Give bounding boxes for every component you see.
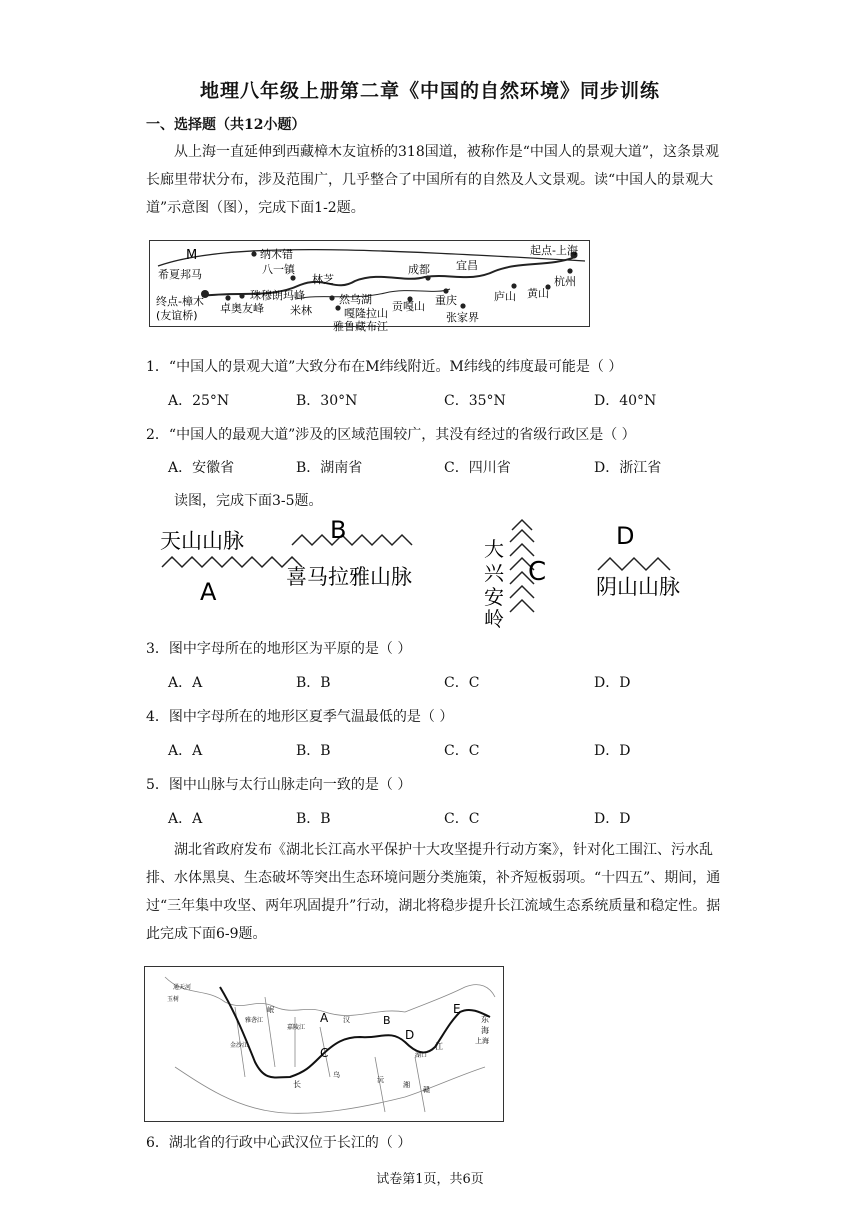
label-xixiabangma: 希夏邦马 bbox=[158, 268, 202, 281]
question-4: 4．图中字母所在的地形区夏季气温最低的是（ ） bbox=[146, 709, 454, 725]
q4-option-b[interactable]: B．B bbox=[296, 743, 331, 759]
label-start-shanghai: 起点-上海 bbox=[530, 244, 578, 257]
map3-label-d: D bbox=[405, 1028, 415, 1042]
q5-option-d[interactable]: D．D bbox=[594, 811, 631, 827]
label-dxal-3: 安 bbox=[484, 585, 504, 609]
map3-label-jiang: 江 bbox=[435, 1042, 443, 1051]
q3-option-b[interactable]: B．B bbox=[296, 675, 331, 691]
question-1: 1．“中国人的景观大道”大致分布在M纬线附近。M纬线的纬度最可能是（ ） bbox=[146, 359, 623, 375]
map3-label-jialing: 嘉陵江 bbox=[287, 1024, 306, 1031]
q1-option-d[interactable]: D．40°N bbox=[594, 393, 657, 409]
label-chongqing: 重庆 bbox=[435, 294, 457, 307]
question-2: 2．“中国人的最观大道”涉及的区域范围较广，其没有经过的省级行政区是（ ） bbox=[146, 427, 636, 443]
label-yinshan: 阴山山脉 bbox=[596, 575, 680, 599]
latitude-m-label: M bbox=[186, 248, 198, 263]
q5-option-a[interactable]: A．A bbox=[168, 811, 203, 827]
q2-option-c[interactable]: C．四川省 bbox=[444, 460, 511, 476]
q1-option-c[interactable]: C．35°N bbox=[444, 393, 506, 409]
question-3: 3．图中字母所在的地形区为平原的是（ ） bbox=[146, 641, 412, 657]
q3-option-d[interactable]: D．D bbox=[594, 675, 631, 691]
map3-label-tongtian: 通天河 bbox=[173, 984, 192, 991]
label-huangshan: 黄山 bbox=[527, 287, 549, 300]
map3-label-yushu: 玉树 bbox=[167, 996, 180, 1003]
label-bayi: 八一镇 bbox=[262, 263, 295, 276]
label-qomolangma: 珠穆朗玛峰 bbox=[250, 289, 305, 302]
label-zhangjiajie: 张家界 bbox=[446, 311, 479, 324]
label-namtso: 纳木错 bbox=[260, 248, 293, 261]
label-himalaya: 喜马拉雅山脉 bbox=[286, 565, 412, 589]
label-chengdu: 成都 bbox=[408, 263, 430, 276]
map3-label-xiang: 湘 bbox=[403, 1081, 410, 1089]
map3-label-jinsha: 金沙江 bbox=[230, 1042, 249, 1049]
label-letter-a: A bbox=[200, 578, 217, 606]
q2-option-a[interactable]: A．安徽省 bbox=[168, 460, 235, 476]
question-5: 5．图中山脉与太行山脉走向一致的是（ ） bbox=[146, 777, 412, 793]
map3-label-wu: 乌 bbox=[333, 1071, 340, 1079]
q2-option-d[interactable]: D．浙江省 bbox=[594, 460, 662, 476]
map3-label-dong: 东 bbox=[481, 1015, 489, 1024]
question-6: 6．湖北省的行政中心武汉位于长江的（ ） bbox=[146, 1135, 412, 1151]
mountain-ranges-figure bbox=[150, 510, 710, 630]
label-tianshan: 天山山脉 bbox=[160, 529, 244, 553]
intro-paragraph-3: 湖北省政府发布《湖北长江高水平保护十大攻坚提升行动方案》，针对化工围江、污水乱排、水体黑臭、生态破坏等突出生态环境问题分类施策，补齐短板弱项。“十四五”、期间，通过“三年集中攻坚、两年巩固提升”行动，湖北将稳步提升长江流域生态系统质量和稳定性。据此完成下面6-9题。 bbox=[146, 842, 721, 942]
label-milin: 米林 bbox=[290, 304, 312, 317]
q3-option-c[interactable]: C．C bbox=[444, 675, 480, 691]
map3-label-yalong: 雅砻江 bbox=[245, 1017, 264, 1024]
map3-label-han: 汉 bbox=[343, 1016, 350, 1024]
q4-option-c[interactable]: C．C bbox=[444, 743, 480, 759]
map3-label-b: B bbox=[383, 1014, 391, 1027]
label-ranwu-lake: 然乌湖 bbox=[339, 293, 372, 306]
label-linzhi: 林芝 bbox=[312, 273, 334, 286]
q5-option-b[interactable]: B．B bbox=[296, 811, 331, 827]
label-cho-oyu: 卓奥友峰 bbox=[220, 302, 264, 315]
q5-option-c[interactable]: C．C bbox=[444, 811, 480, 827]
label-friendship-bridge: (友谊桥) bbox=[156, 309, 198, 322]
map3-label-min: 岷 bbox=[267, 1006, 274, 1014]
label-letter-b: B bbox=[330, 516, 347, 544]
label-hangzhou: 杭州 bbox=[554, 275, 576, 288]
label-dxal-2: 兴 bbox=[484, 561, 504, 585]
label-dxal-4: 岭 bbox=[484, 607, 504, 631]
label-yarlung-zangbo: 雅鲁藏布江 bbox=[333, 320, 388, 333]
label-letter-c: C bbox=[528, 557, 547, 587]
yangtze-basin-map bbox=[144, 966, 504, 1122]
label-end-zhangmu: 终点-樟木 bbox=[156, 295, 204, 308]
map3-label-a: A bbox=[320, 1011, 329, 1025]
q1-option-b[interactable]: B．30°N bbox=[296, 393, 358, 409]
scenic-road-map bbox=[149, 240, 590, 333]
label-letter-d: D bbox=[616, 522, 635, 550]
label-lushan: 庐山 bbox=[494, 290, 516, 303]
section-heading: 一、选择题（共12小题） bbox=[146, 117, 306, 133]
map3-label-shanghai: 上海 bbox=[475, 1037, 489, 1045]
map3-label-chang: 长 bbox=[293, 1080, 301, 1089]
intro-paragraph-1: 从上海一直延伸到西藏樟木友谊桥的318国道，被称作是“中国人的景观大道”，这条景观长廊里带状分布，涉及范围广，几乎整合了中国所有的自然及人文景观。读“中国人的景观大道”示意图（图），完成下面1-2题。 bbox=[146, 144, 720, 216]
q3-option-a[interactable]: A．A bbox=[168, 675, 203, 691]
intro-paragraph-2: 读图，完成下面3-5题。 bbox=[174, 493, 323, 509]
map3-label-e: E bbox=[453, 1002, 461, 1016]
q4-option-d[interactable]: D．D bbox=[594, 743, 631, 759]
map3-label-hai: 海 bbox=[481, 1026, 489, 1035]
map3-label-gan: 赣 bbox=[423, 1086, 430, 1094]
map3-label-yuan: 沅 bbox=[377, 1076, 384, 1084]
label-yichang: 宜昌 bbox=[456, 259, 478, 272]
map3-label-c: C bbox=[320, 1046, 329, 1060]
label-galongla: 嘎隆拉山 bbox=[344, 307, 388, 320]
q2-option-b[interactable]: B．湖南省 bbox=[296, 460, 363, 476]
q1-option-a[interactable]: A．25°N bbox=[168, 393, 230, 409]
label-dxal-1: 大 bbox=[484, 537, 504, 561]
page-footer: 试卷第1页，共6页 bbox=[376, 1172, 484, 1187]
map3-label-hukou: 湖口 bbox=[415, 1052, 428, 1059]
page-title: 地理八年级上册第二章《中国的自然环境》同步训练 bbox=[199, 80, 660, 102]
label-gongga: 贡嘎山 bbox=[392, 300, 425, 313]
q4-option-a[interactable]: A．A bbox=[168, 743, 203, 759]
